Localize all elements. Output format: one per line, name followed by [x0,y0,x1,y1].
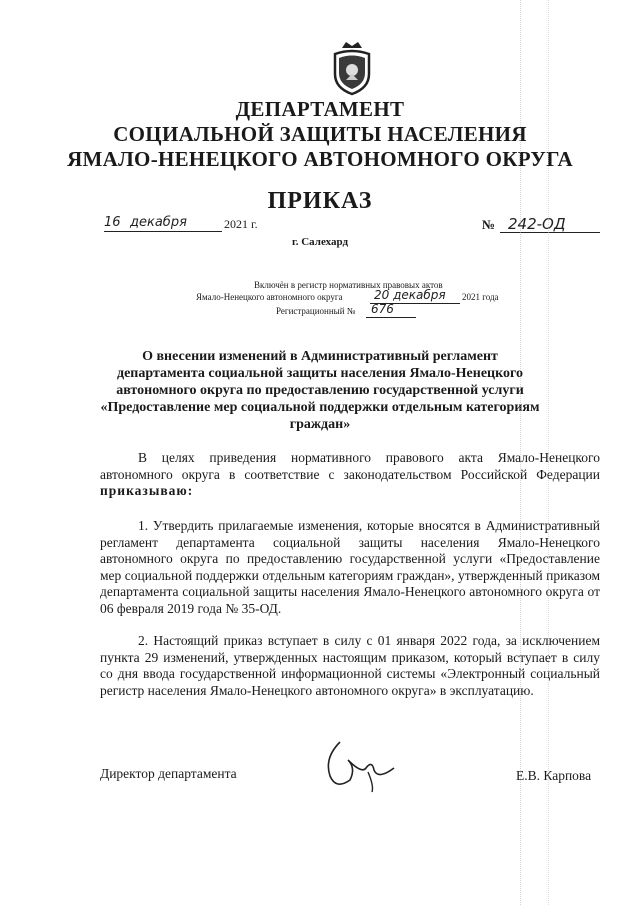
scan-artifact-line [520,0,522,905]
registry-date: 20 декабря [374,288,446,302]
handwritten-signature [322,738,402,794]
registry-year: 2021 года [462,292,499,302]
order-subject-title: О внесении изменений в Административный регламент департамента социальной защиты населения Ямало-Ненецкого автономного округа по предоставлению государственной услуги «Предоставление мер социальной поддержки отдельным категориям граждан» [100,349,540,432]
number-value: 242-ОД [508,215,566,233]
order-title: ПРИКАЗ [267,188,373,214]
item-2: 2. Настоящий приказ вступает в силу с 01 января 2022 года, за исключением пункта 29 изменений, утвержденных настоящим приказом, который вступает в силу со дня ввода государственной информационной системы «Электронный социальный регистр населения Ямало-Ненецкого автономного округа» в эксплуатацию. [100,633,600,698]
department-header-line-1: ДЕПАРТАМЕНТ [235,97,405,121]
department-header-line-2: СОЦИАЛЬНОЙ ЗАЩИТЫ НАСЕЛЕНИЯ [113,122,527,146]
number-prefix: № [482,217,496,232]
registry-region: Ямало-Ненецкого автономного округа [196,292,343,302]
date-day: 16 [104,215,121,230]
registry-line-1: Включён в регистр нормативных правовых актов [254,280,443,290]
preamble-action: приказываю: [100,483,194,498]
coat-of-arms-emblem [329,40,375,96]
order-number [482,216,602,234]
date-month: декабря [130,215,187,230]
registry-number-value: 676 [371,302,394,316]
department-header-line-3: ЯМАЛО-НЕНЕЦКОГО АВТОНОМНОГО ОКРУГА [67,147,573,171]
signature-position: Директор департамента [100,766,237,781]
signature-name: Е.В. Карпова [516,768,592,783]
city: г. Салехард [291,236,349,248]
order-date [104,215,284,233]
registry-line-2 [196,288,526,306]
preamble-text: В целях приведения нормативного правового акта Ямало-Ненецкого автономного округа в соответствие с законодательством Российской Федерации [100,450,600,482]
date-year: 2021 г. [224,217,258,231]
preamble [100,450,600,500]
registry-line-3 [276,302,436,320]
item-1: 1. Утвердить прилагаемые изменения, которые вносятся в Административный регламент департамента социальной защиты населения Ямало-Ненецкого автономного округа по предоставлению государственной услуги «Предоставление мер социальной поддержки отдельным категориям граждан», утвержденный приказом департамента социальной защиты населения Ямало-Ненецкого автономного округа от 06 февраля 2019 года № 35-ОД. [100,518,600,616]
registry-number-label: Регистрационный № [276,306,356,316]
scan-artifact-line [548,0,550,905]
